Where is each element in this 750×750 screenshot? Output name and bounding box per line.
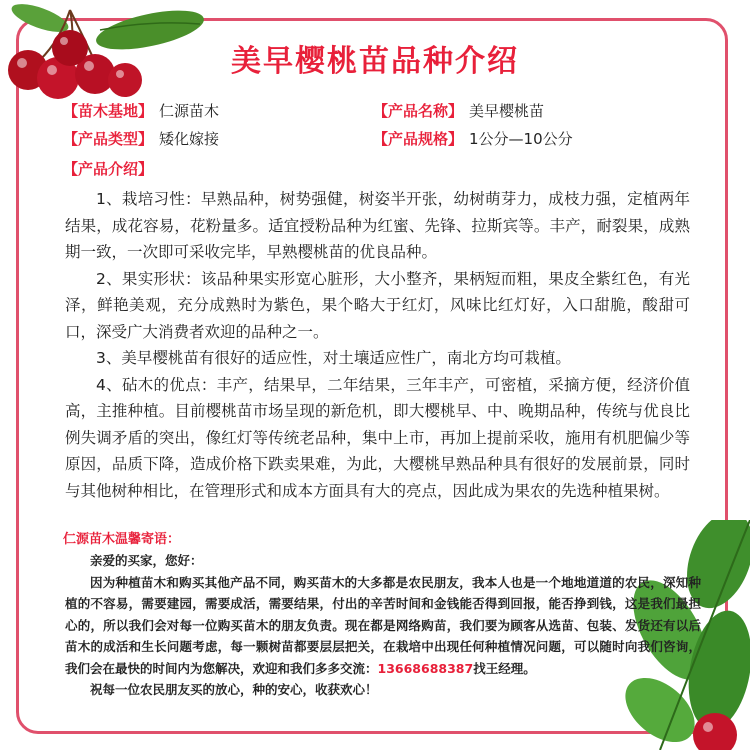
intro-paragraph: 1、栽培习性：早熟品种，树势强健，树姿半开张，幼树萌芽力，成枝力强，定植两年结果，成花容易，花粉量多。适宜授粉品种为红蜜、先锋、拉斯宾等。丰产，耐裂果，成熟期一致，一次即可采收完毕，早熟樱桃苗的优良品种。 (65, 190, 690, 261)
page-title: 美早樱桃苗品种介绍 (231, 44, 519, 79)
info-name-label: 【产品名称】 (373, 102, 464, 120)
info-spec-value: 1公分—10公分 (469, 130, 573, 148)
notice-closing: 祝每一位农民朋友买的放心，种的安心，收获欢心！ (90, 682, 378, 697)
contact-suffix: 找王经理。 (473, 660, 536, 676)
notice-body (65, 550, 701, 701)
info-name (373, 101, 544, 121)
info-type (63, 129, 219, 149)
intro-body (65, 186, 690, 504)
intro-paragraph: 2、果实形状：该品种果实形宽心脏形，大小整齐，果柄短而粗，果皮全紫红色，有光泽，鲜艳美观，充分成熟时为紫色，果个略大于红灯，风味比红灯好，入口甜脆，酸甜可口，深受广大消费者欢迎的品种之一。 (65, 269, 690, 341)
info-spec (373, 129, 573, 149)
contact-phone: 13668688387 (377, 660, 474, 676)
info-base-value: 仁源苗木 (159, 102, 220, 120)
intro-heading: 【产品介绍】 (63, 160, 154, 178)
info-base-label: 【苗木基地】 (63, 102, 154, 120)
notice-heading: 仁源苗木温馨寄语： (63, 532, 181, 547)
info-base (63, 101, 219, 121)
info-type-value: 矮化嫁接 (159, 130, 220, 148)
intro-paragraph: 3、美早樱桃苗有很好的适应性，对土壤适应性广，南北方均可栽植。 (96, 349, 571, 367)
notice-greeting: 亲爱的买家，您好： (90, 553, 203, 568)
info-type-label: 【产品类型】 (63, 130, 154, 148)
info-name-value: 美早樱桃苗 (469, 102, 545, 120)
notice-paragraph (65, 572, 701, 680)
info-spec-label: 【产品规格】 (373, 130, 464, 148)
notice-paragraph-text: 因为种植苗木和购买其他产品不同，购买苗木的大多都是农民朋友，我本人也是一个地地道道的农民，深知种植的不容易，需要建园，需要成活，需要结果，付出的辛苦时间和金钱能否得到回报，能否挣到钱，这是我们最担心的，所以我们会对每一位购买苗木的朋友负责。现在都是网络购苗，我们要为顾客从选苗、包装、发货还有以后苗木的成活和生长问题考虑，每一颗树苗都要层层把关，在栽培中出现任何种植情况问题，可以随时向我们咨询，我们会在最快的时间内为您解决，欢迎和我们多多交流： (65, 574, 701, 676)
intro-paragraph: 4、砧木的优点：丰产，结果早，二年结果，三年丰产，可密植，采摘方便，经济价值高，主推种植。目前樱桃苗市场呈现的新危机，即大樱桃早、中、晚期品种，传统与优良比例失调矛盾的突出，像红灯等传统老品种，集中上市，再加上提前采收，施用有机肥偏少等原因，品质下降，造成价格下跌卖果难，为此，大樱桃早熟品种具有很好的发展前景，同时与其他树种相比，在管理形式和成本方面具有大的亮点，因此成为果农的先选种植果树。 (65, 375, 690, 500)
